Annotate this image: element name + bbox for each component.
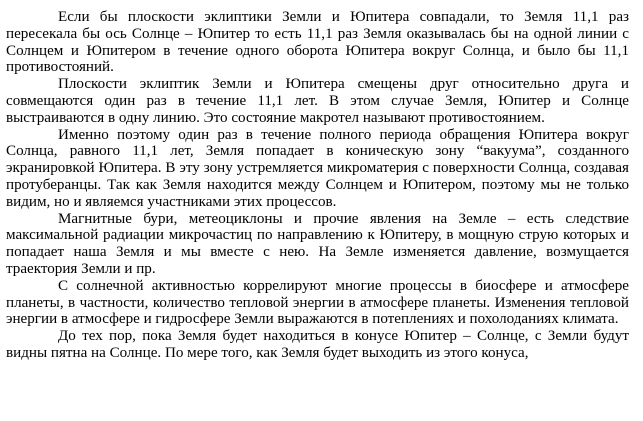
- paragraph-magnetic-storms: Магнитные бури, метеоциклоны и прочие явления на Земле – есть следствие максимальной радиации микрочастиц по направлению к Юпитеру, в мощную струю которых и попадает наша Земля и мы вместе с нею. На Земле изменяется давление, возмущается траектория Земли и пр.: [6, 210, 629, 277]
- paragraph-vacuum-zone: Именно поэтому один раз в течение полного периода обращения Юпитера вокруг Солнца, равного 11,1 лет, Земля попадает в коническую зону “вакуума”, созданного экранировкой Юпитера. В эту зону устремляется микроматерия с поверхности Солнца, создавая протуберанцы. Так как Земля находится между Солнцем и Юпитером, поэтому мы не только видим, но и являемся участниками этих процессов.: [6, 126, 629, 210]
- paragraph-sunspots: До тех пор, пока Земля будет находиться в конусе Юпитер – Солнце, с Земли будут видны пятна на Солнце. По мере того, как Земля будет выходить из этого конуса,: [6, 328, 629, 361]
- paragraph-solar-activity: С солнечной активностью коррелируют многие процессы в биосфере и атмосфере планеты, в частности, количество тепловой энергии в атмосфере планеты. Изменения тепловой энергии в атмосфере и гидросфере Земли выражаются в потеплениях и похолоданиях климата.: [6, 277, 629, 328]
- document-page: [6, 9, 629, 362]
- paragraph-opposition: Плоскости эклиптик Земли и Юпитера смещены друг относительно друга и совмещаются один раз в течение 11,1 лет. В этом случае Земля, Юпитер и Солнце выстраиваются в одну линию. Это состояние макротел называют противостоянием.: [6, 76, 629, 126]
- paragraph-ecliptic-planes: Если бы плоскости эклиптики Земли и Юпитера совпадали, то Земля 11,1 раз пересекала бы ось Солнце – Юпитер то есть 11,1 раз Земля оказывалась бы на одной линии с Солнцем и Юпитером в течение одного оборота Юпитера вокруг Солнца, и было бы 11,1 противостояний.: [6, 9, 629, 76]
